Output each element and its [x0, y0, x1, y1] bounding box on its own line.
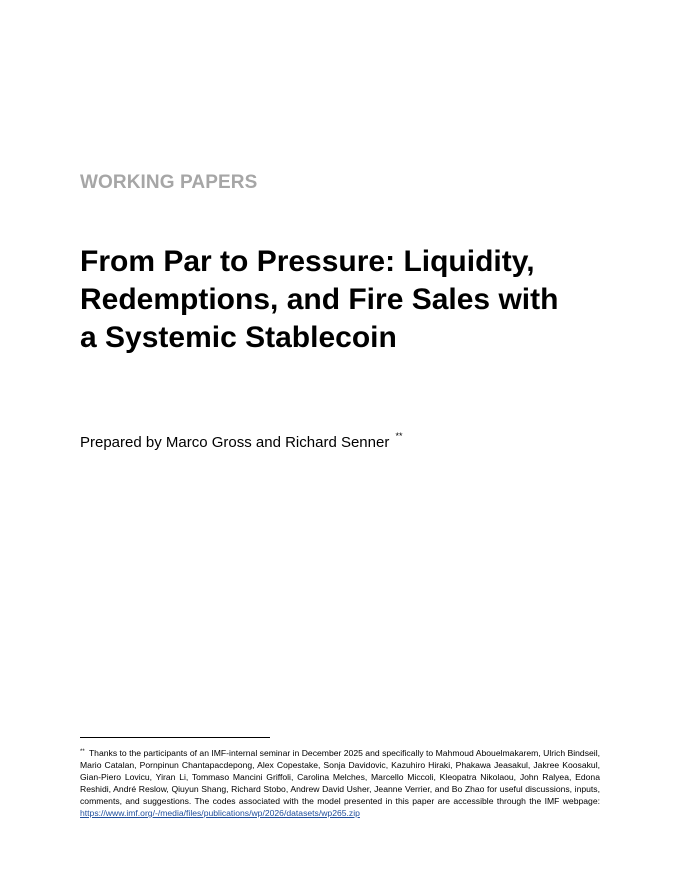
dataset-link[interactable]: https://www.imf.org/-/media/files/publications/wp/2026/datasets/wp265.zip [80, 808, 360, 818]
footnote [80, 747, 600, 819]
footnote-text: Thanks to the participants of an IMF-internal seminar in December 2025 and specifically to Mahmoud Abouelmakarem, Ulrich Bindseil, Mario Catalan, Pornpinun Chantapacdepong, Alex Copestake, Sonja Davidovic, Kazuhiro Hiraki, Phakawa Jeasakul, Jakree Koosakul, Gian-Piero Lovicu, Yiran Li, Tommaso Mancini Griffoli, Carolina Melches, Marcello Miccoli, Kleopatra Nikolaou, John Ralyea, Edona Reshidi, André Reslow, Qiuyun Shang, Richard Stobo, Andrew David Usher, Jeanne Verrier, and Bo Zhao for useful discussions, inputs, comments, and suggestions. The codes associated with the model presented in this paper are accessible through the IMF webpage: [80, 748, 600, 806]
footnote-divider [80, 737, 270, 738]
paper-title [80, 243, 640, 357]
author-names: Prepared by Marco Gross and Richard Senner [80, 434, 390, 451]
footnote-marker-ref: ** [80, 749, 85, 755]
title-line: a Systemic Stablecoin [80, 321, 397, 354]
title-line: Redemptions, and Fire Sales with [80, 283, 559, 316]
footnote-marker[interactable]: ** [395, 431, 403, 441]
title-line: From Par to Pressure: Liquidity, [80, 245, 535, 278]
author-line [80, 431, 403, 451]
series-label: WORKING PAPERS [80, 172, 258, 193]
